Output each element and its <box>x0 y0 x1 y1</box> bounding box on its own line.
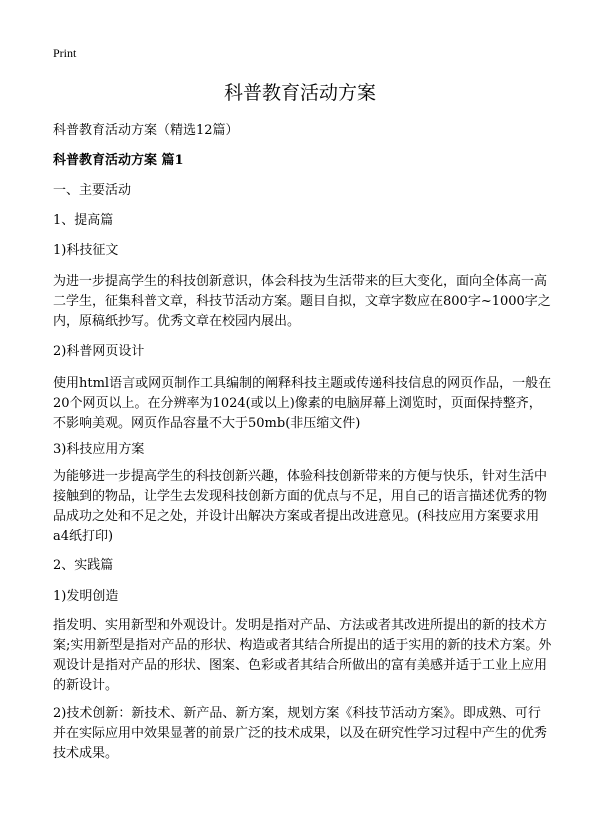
heading-application-plan: 3)科技应用方案 <box>53 442 145 457</box>
heading-essay: 1)科技征文 <box>53 243 119 258</box>
paragraph-essay: 为进一步提高学生的科技创新意识，体会科技为生活带来的巨大变化，面向全体高一高二学生，征集科普文章，科技节活动方案。题目自拟，文章字数应在800字~1000字之内，原稿纸抄写。优秀文章在校园内展出。 <box>53 274 551 329</box>
heading-practice: 2、实践篇 <box>53 558 114 573</box>
heading-improvement: 1、提高篇 <box>53 213 114 228</box>
paragraph-web-design: 使用html语言或网页制作工具编制的阐释科技主题或传递科技信息的网页作品，一般在20个网页以上。在分辨率为1024(或以上)像素的电脑屏幕上浏览时，页面保持整齐，不影响美观。网页作品容量不大于50mb(非压缩文件) <box>53 376 552 431</box>
paragraph-tech-innovation: 2)技术创新：新技术、新产品、新方案，规划方案《科技节活动方案》。即成熟、可行并在实际应用中效果显著的前景广泛的技术成果，以及在研究性学习过程中产生的优秀技术成果。 <box>53 706 548 761</box>
heading-web-design: 2)科普网页设计 <box>53 344 145 359</box>
section-heading: 科普教育活动方案 篇1 <box>53 153 184 168</box>
paragraph-invention: 指发明、实用新型和外观设计。发明是指对产品、方法或者其改进所提出的新的技术方案;实用新型是指对产品的形状、构造或者其结合所提出的适于实用的新的技术方案。外观设计是指对产品的形状、图案、色彩或者其结合所做出的富有美感并适于工业上应用的新设计。 <box>53 618 552 693</box>
document-title: 科普教育活动方案 <box>223 82 376 104</box>
document-subtitle: 科普教育活动方案（精选12篇） <box>53 123 239 138</box>
print-label: Print <box>53 46 77 60</box>
paragraph-application-plan: 为能够进一步提高学生的科技创新兴趣，体验科技创新带来的方便与快乐，针对生活中接触到的物品，让学生去发现科技创新方面的优点与不足，用自己的语言描述优秀的物品成功之处和不足之处，并设计出解决方案或者提出改进意见。(科技应用方案要求用a4纸打印) <box>53 469 548 544</box>
heading-invention: 1)发明创造 <box>53 589 119 604</box>
heading-main-activities: 一、主要活动 <box>53 183 132 198</box>
